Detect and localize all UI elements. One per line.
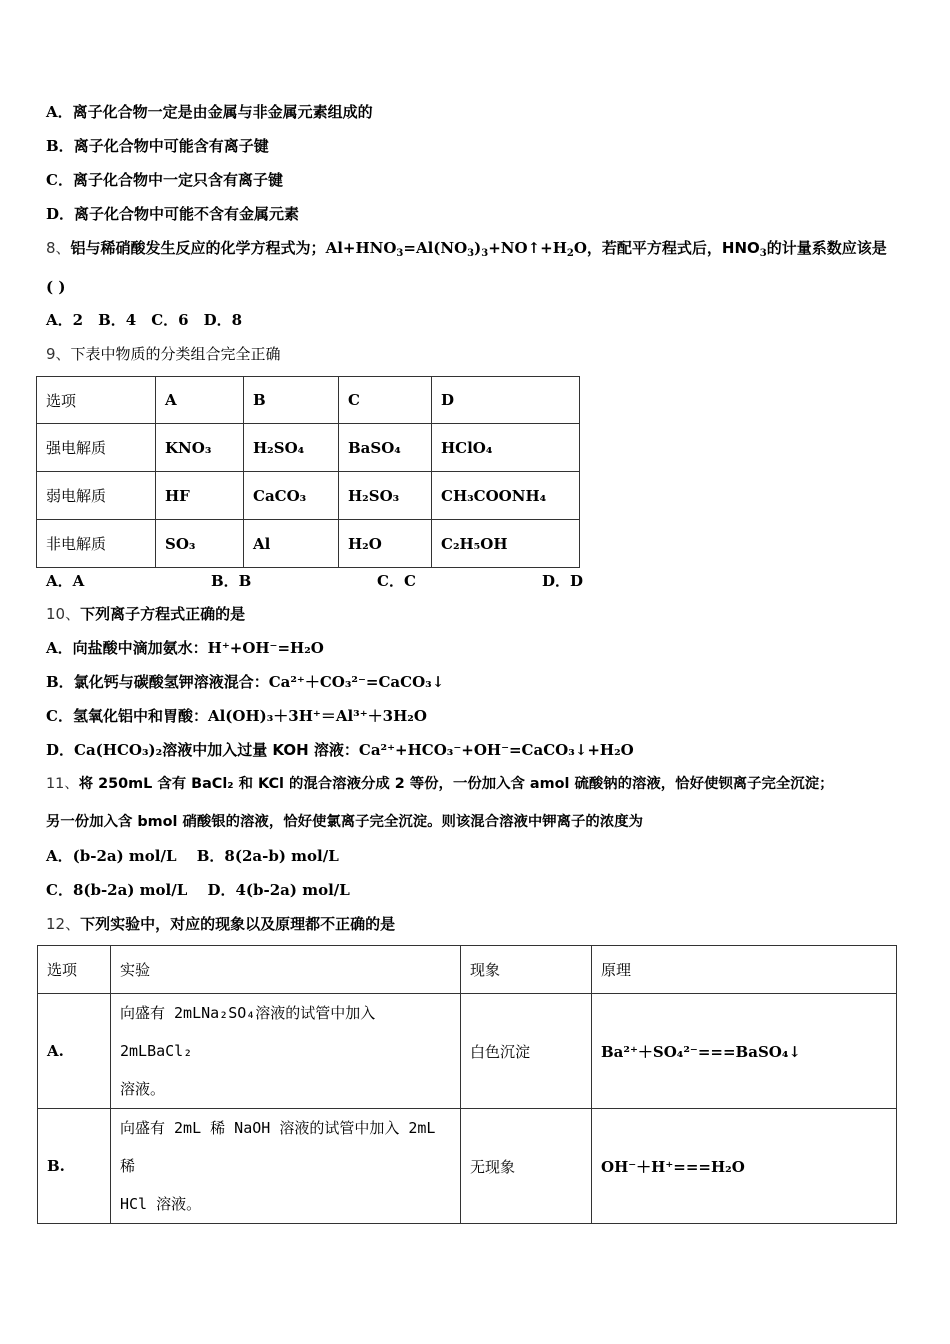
table-cell: H₂SO₄ — [244, 424, 339, 472]
row-label: B. — [38, 1109, 111, 1224]
table-header-row — [37, 377, 580, 424]
row-label: 非电解质 — [37, 520, 156, 568]
table-row — [37, 424, 580, 472]
q8-paren: ( ) — [46, 278, 66, 296]
q7-option-b: B．离子化合物中可能含有离子键 — [46, 137, 269, 155]
q8-options: A．2 B．4 C．6 D．8 — [46, 311, 243, 329]
q9-choice-c: C．C — [377, 572, 416, 590]
table-cell: C₂H₅OH — [432, 520, 580, 568]
q8-stem: 8、铝与稀硝酸发生反应的化学方程式为；$Al+HNO_3=Al(NO_3)_3+NO↑+H_2O$，若配平方程式后，$HNO_3$的计量系数应该是 — [46, 239, 887, 259]
experiment-line: HCl 溶液。 — [120, 1195, 202, 1213]
experiment-line: 向盛有 2mL 稀 NaOH 溶液的试管中加入 2mL 稀 — [120, 1119, 436, 1175]
table-cell: BaSO₄ — [339, 424, 432, 472]
table-cell: SO₃ — [156, 520, 244, 568]
q11-stem-line2: 另一份加入含 bmol 硝酸银的溶液，恰好使氯离子完全沉淀。则该混合溶液中钾离子的浓度为 — [46, 814, 643, 830]
table-cell: HClO₄ — [432, 424, 580, 472]
principle-cell: Ba²⁺＋SO₄²⁻===BaSO₄↓ — [592, 994, 897, 1109]
table-cell: H₂O — [339, 520, 432, 568]
q12-stem: 12、下列实验中，对应的现象以及原理都不正确的是 — [46, 915, 396, 933]
header-cell: 原理 — [592, 946, 897, 994]
q9-choice-b: B．B — [211, 572, 252, 590]
header-cell: 现象 — [461, 946, 592, 994]
q10-stem: 10、下列离子方程式正确的是 — [46, 605, 246, 623]
header-cell: B — [244, 377, 339, 424]
table-cell: KNO₃ — [156, 424, 244, 472]
phenomenon-cell: 无现象 — [461, 1109, 592, 1224]
table-header-row — [38, 946, 897, 994]
table-row — [37, 472, 580, 520]
row-label: 强电解质 — [37, 424, 156, 472]
header-cell: A — [156, 377, 244, 424]
q9-stem: 9、下表中物质的分类组合完全正确 — [46, 345, 281, 363]
q11-stem-line1: 11、将 250mL 含有 BaCl₂ 和 KCl 的混合溶液分成 2 等份，一份加入含 amol 硫酸钠的溶液，恰好使钡离子完全沉淀； — [46, 776, 834, 792]
row-label: A. — [38, 994, 111, 1109]
q9-table — [36, 376, 580, 568]
header-cell: D — [432, 377, 580, 424]
q9-choice-a: A．A — [46, 572, 85, 590]
table-row — [38, 994, 897, 1109]
header-cell: C — [339, 377, 432, 424]
phenomenon-cell: 白色沉淀 — [461, 994, 592, 1109]
table-cell: H₂SO₃ — [339, 472, 432, 520]
table-row — [38, 1109, 897, 1224]
experiment-line: 溶液。 — [120, 1080, 166, 1098]
q7-option-c: C．离子化合物中一定只含有离子键 — [46, 171, 283, 189]
q7-option-a: A．离子化合物一定是由金属与非金属元素组成的 — [46, 103, 373, 121]
q11-options-row2: C．8(b-2a) mol/L D．4(b-2a) mol/L — [46, 881, 350, 899]
table-cell: CH₃COONH₄ — [432, 472, 580, 520]
table-cell: Al — [244, 520, 339, 568]
q10-option-a: A．向盐酸中滴加氨水：H⁺+OH⁻=H₂O — [46, 639, 324, 657]
experiment-line: 向盛有 2mLNa₂SO₄溶液的试管中加入 2mLBaCl₂ — [120, 1004, 376, 1060]
table-row — [37, 520, 580, 568]
q12-table — [37, 945, 897, 1224]
header-cell: 实验 — [111, 946, 461, 994]
q9-choice-d: D．D — [542, 572, 584, 590]
header-cell: 选项 — [38, 946, 111, 994]
q11-options-row1: A．(b-2a) mol/L B．8(2a-b) mol/L — [46, 847, 339, 865]
experiment-cell — [111, 994, 461, 1109]
q7-option-d: D．离子化合物中可能不含有金属元素 — [46, 205, 300, 223]
q10-option-b: B．氯化钙与碳酸氢钾溶液混合：Ca²⁺＋CO₃²⁻=CaCO₃↓ — [46, 673, 445, 691]
q10-option-d: D．Ca(HCO₃)₂溶液中加入过量 KOH 溶液：Ca²⁺+HCO₃⁻+OH⁻=CaCO₃↓+H₂O — [46, 741, 634, 759]
principle-cell: OH⁻＋H⁺===H₂O — [592, 1109, 897, 1224]
table-cell: HF — [156, 472, 244, 520]
experiment-cell — [111, 1109, 461, 1224]
q10-option-c: C．氢氧化铝中和胃酸：Al(OH)₃＋3H⁺＝Al³⁺＋3H₂O — [46, 707, 427, 725]
header-cell: 选项 — [37, 377, 156, 424]
table-cell: CaCO₃ — [244, 472, 339, 520]
row-label: 弱电解质 — [37, 472, 156, 520]
